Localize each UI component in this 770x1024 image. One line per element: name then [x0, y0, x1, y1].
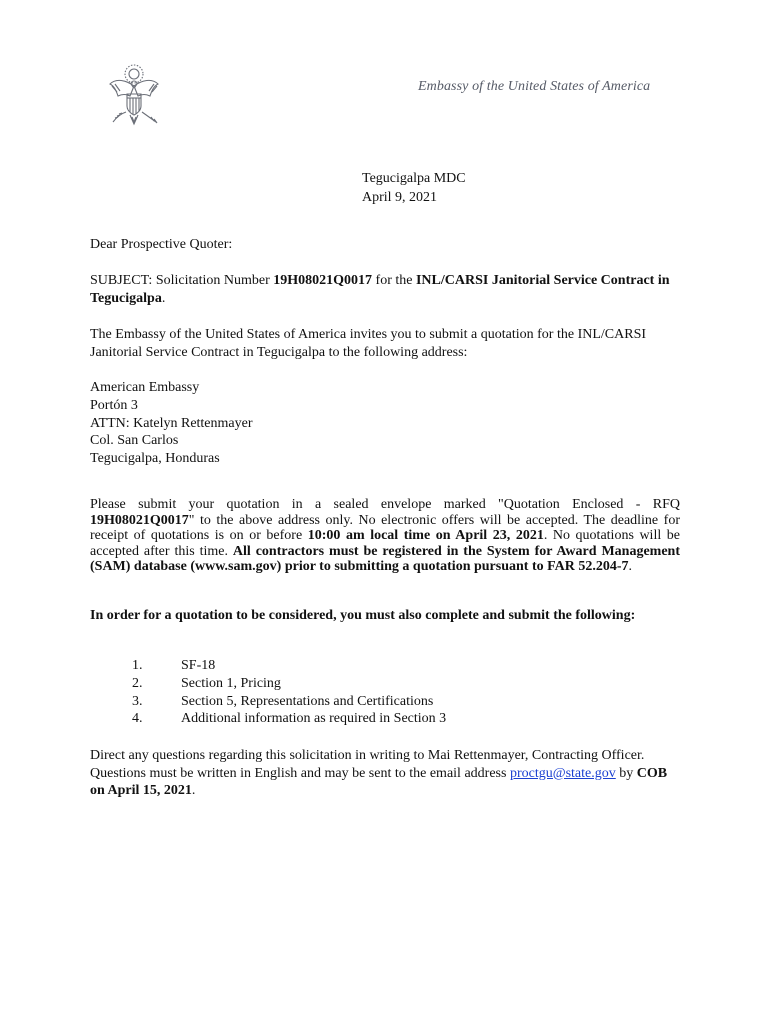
- address-line: Col. San Carlos: [90, 433, 179, 449]
- list-item: [132, 693, 446, 711]
- address-line: Tegucigalpa, Honduras: [90, 451, 220, 467]
- list-number: 4.: [132, 711, 143, 727]
- list-text: SF-18: [181, 658, 216, 673]
- list-number: 2.: [132, 675, 143, 691]
- great-seal-icon: [104, 62, 164, 130]
- embassy-letterhead: Embassy of the United States of America: [418, 79, 651, 94]
- list-item: [132, 657, 446, 675]
- subject-middle: for the: [372, 273, 416, 288]
- cob-deadline: COB on April 15, 2021: [90, 765, 668, 798]
- subject-line: [90, 272, 680, 307]
- address-line: Portón 3: [90, 397, 138, 413]
- contact-paragraph: [90, 747, 680, 800]
- requirements-list: [132, 657, 446, 728]
- eagle-seal-graphic: [104, 62, 164, 130]
- list-item: [132, 710, 446, 728]
- requirement-heading: In order for a quotation to be considered, you must also complete and submit the following:: [90, 608, 636, 623]
- address-line: ATTN: Katelyn Rettenmayer: [90, 415, 253, 431]
- intro-paragraph: The Embassy of the United States of America invites you to submit a quotation for the INL/CARSI Janitorial Service Contract in Tegucigalpa to the following address:: [90, 327, 647, 360]
- contact-end: .: [191, 783, 196, 798]
- list-number: 3.: [132, 693, 143, 709]
- place-and-date: [362, 169, 466, 207]
- list-text: Section 5, Representations and Certifications: [181, 693, 434, 709]
- instructions-text: .: [628, 559, 633, 574]
- contact-by: by: [615, 765, 637, 781]
- contact-text: Direct any questions regarding this solicitation in writing to Mai Rettenmayer, Contracting Officer. Questions must be written in English and may be sent to the email address: [90, 748, 645, 781]
- subject-end: .: [161, 290, 166, 306]
- list-item: [132, 675, 446, 693]
- salutation: Dear Prospective Quoter:: [90, 237, 233, 252]
- instructions-text: . No quotations will be accepted after this time.: [90, 528, 681, 559]
- instructions-text: Please submit your quotation in a sealed envelope marked "Quotation Enclosed - RFQ: [90, 497, 680, 512]
- instructions-text: " to the above address only. No electronic offers will be accepted. The deadline for receipt of quotations is on or before: [90, 512, 680, 543]
- email-link[interactable]: proctgu@state.gov: [509, 765, 616, 781]
- address-line: American Embassy: [90, 380, 200, 395]
- contract-name: INL/CARSI Janitorial Service Contract in Tegucigalpa: [90, 273, 670, 306]
- deadline: 10:00 am local time on April 23, 2021: [307, 528, 544, 543]
- rfq-number: 19H08021Q0017: [90, 512, 189, 528]
- submission-instructions: [90, 497, 680, 575]
- list-text: Section 1, Pricing: [181, 675, 281, 691]
- subject-prefix: SUBJECT: Solicitation Number: [90, 273, 274, 288]
- sam-notice: All contractors must be registered in the System for Award Management (SAM) database (www.sam.gov) prior to submitting a quotation pursuant to FAR 52.204-7: [90, 543, 680, 574]
- mailing-address: [90, 379, 680, 468]
- list-text: Additional information as required in Section 3: [181, 711, 447, 727]
- date-line: April 9, 2021: [362, 190, 438, 205]
- city-line: Tegucigalpa MDC: [362, 171, 466, 186]
- list-number: 1.: [132, 658, 143, 673]
- solicitation-number: 19H08021Q0017: [273, 273, 373, 288]
